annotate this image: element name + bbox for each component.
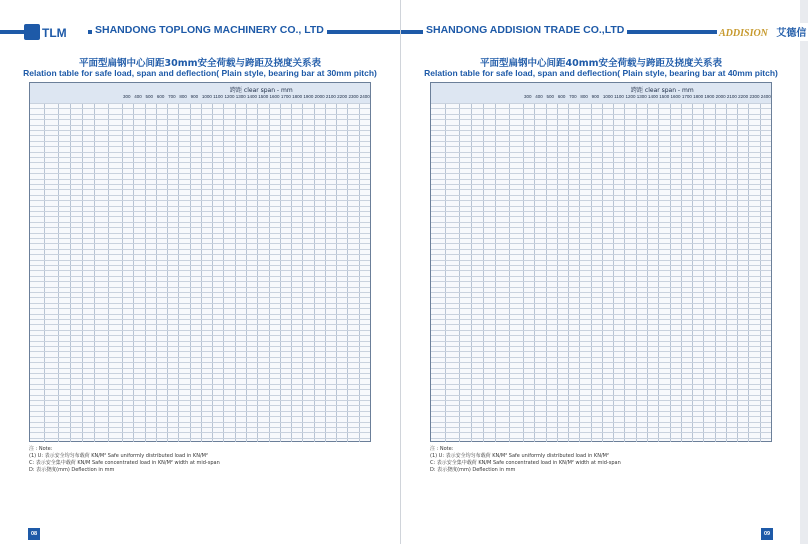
grid-line	[30, 287, 370, 288]
span-column-header: 800	[580, 94, 588, 99]
grid-line	[624, 103, 625, 442]
grid-line	[30, 216, 370, 217]
load-span-table	[29, 82, 371, 442]
grid-line	[431, 292, 771, 293]
grid-line	[431, 189, 771, 190]
grid-line	[431, 206, 771, 207]
grid-line	[302, 103, 303, 442]
span-column-header: 800	[179, 94, 187, 99]
span-column-header: 1700	[681, 94, 692, 99]
span-column-header: 700	[569, 94, 577, 99]
span-column-header: 900	[591, 94, 600, 99]
grid-line	[30, 319, 370, 320]
span-column-header: 1300	[235, 94, 246, 99]
span-column-header: 1000	[602, 94, 613, 99]
grid-line	[359, 103, 360, 442]
grid-line	[122, 103, 123, 442]
grid-line	[431, 211, 771, 212]
grid-line	[636, 103, 637, 442]
grid-line	[431, 141, 771, 142]
grid-line	[30, 373, 370, 374]
grid-line	[145, 103, 146, 442]
span-column-header: 500	[145, 94, 154, 99]
span-header: 跨距 clear span - mm	[230, 87, 293, 94]
grid-line	[30, 162, 370, 163]
grid-line	[133, 103, 134, 442]
grid-line	[108, 103, 109, 442]
span-column-header: 700	[168, 94, 176, 99]
grid-line	[431, 108, 771, 109]
span-column-header: 600	[156, 94, 165, 99]
grid-line	[431, 243, 771, 244]
grid-line	[431, 411, 771, 412]
grid-line	[30, 173, 370, 174]
grid-line	[579, 103, 580, 442]
span-column-header: 300	[524, 94, 532, 99]
grid-line	[431, 341, 771, 342]
grid-line	[509, 103, 510, 442]
grid-line	[30, 357, 370, 358]
span-column-header: 2400	[760, 94, 771, 99]
grid-line	[257, 103, 258, 442]
grid-line	[30, 384, 370, 385]
grid-line	[431, 146, 771, 147]
span-column-header: 1900	[704, 94, 715, 99]
grid-line	[431, 319, 771, 320]
grid-line	[291, 103, 292, 442]
company-name: SHANDONG TOPLONG MACHINERY CO., LTD	[92, 24, 327, 36]
grid-line	[431, 114, 771, 115]
grid-line	[431, 389, 771, 390]
brand-name-en: ADDISION	[719, 28, 768, 39]
grid-line	[431, 238, 771, 239]
grid-line	[431, 335, 771, 336]
grid-line	[568, 103, 569, 442]
grid-line	[431, 287, 771, 288]
grid-line	[30, 254, 370, 255]
grid-line	[431, 222, 771, 223]
grid-line	[30, 368, 370, 369]
span-column-header: 1500	[258, 94, 269, 99]
grid-line	[431, 422, 771, 423]
grid-line	[534, 103, 535, 442]
span-column-header: 1600	[670, 94, 681, 99]
grid-line	[431, 346, 771, 347]
span-column-header: 1300	[636, 94, 647, 99]
grid-line	[30, 238, 370, 239]
grid-line	[471, 103, 472, 442]
note-line: D: 表示挠度(mm) Deflection in mm	[430, 467, 516, 473]
grid-line	[58, 103, 59, 442]
grid-line	[30, 168, 370, 169]
note-line: (1) U: 表示安全均匀布载荷 KN/M² Safe uniformly distributed load in KN/M²	[29, 453, 208, 459]
grid-line	[613, 103, 614, 442]
notes	[29, 446, 374, 474]
notes	[430, 446, 775, 474]
grid-line	[30, 184, 370, 185]
grid-line	[30, 103, 370, 104]
grid-line	[30, 346, 370, 347]
note-label: 注 : Note:	[29, 446, 53, 452]
grid-line	[30, 130, 370, 131]
span-column-header: 1200	[224, 94, 235, 99]
grid-line	[30, 141, 370, 142]
left-header	[0, 22, 400, 42]
grid-line	[30, 330, 370, 331]
grid-line	[431, 152, 771, 153]
grid-line	[30, 351, 370, 352]
grid-line	[30, 389, 370, 390]
grid-line	[336, 103, 337, 442]
grid-line	[431, 260, 771, 261]
company-name: SHANDONG ADDISION TRADE CO.,LTD	[423, 24, 627, 36]
grid-line	[30, 249, 370, 250]
span-column-header: 400	[134, 94, 142, 99]
span-column-header: 2200	[337, 94, 348, 99]
grid-line	[431, 427, 771, 428]
grid-line	[325, 103, 326, 442]
grid-line	[30, 314, 370, 315]
grid-line	[647, 103, 648, 442]
grid-line	[431, 368, 771, 369]
span-column-header: 2100	[726, 94, 737, 99]
span-column-header: 1100	[614, 94, 624, 99]
grid-line	[681, 103, 682, 442]
grid-line	[82, 103, 83, 442]
grid-line	[156, 103, 157, 442]
grid-line	[523, 103, 524, 442]
grid-line	[483, 103, 484, 442]
grid-line	[223, 103, 224, 442]
grid-line	[314, 103, 315, 442]
span-column-header: 1500	[659, 94, 670, 99]
grid-line	[347, 103, 348, 442]
table-body	[431, 103, 771, 442]
note-label: 注 : Note:	[430, 446, 454, 452]
span-column-header: 2000	[715, 94, 726, 99]
grid-line	[748, 103, 749, 442]
span-column-header: 600	[557, 94, 566, 99]
span-column-header: 1800	[693, 94, 704, 99]
grid-line	[30, 303, 370, 304]
grid-line	[431, 330, 771, 331]
grid-line	[431, 281, 771, 282]
span-column-header: 2400	[359, 94, 370, 99]
grid-line	[715, 103, 716, 442]
grid-line	[431, 384, 771, 385]
grid-line	[431, 125, 771, 126]
right-header	[401, 22, 807, 42]
grid-line	[30, 308, 370, 309]
grid-line	[602, 103, 603, 442]
span-columns	[523, 94, 771, 102]
grid-line	[431, 157, 771, 158]
grid-line	[30, 135, 370, 136]
grid-line	[431, 438, 771, 439]
span-column-header: 1000	[201, 94, 212, 99]
note-line: C: 表示安全集中载荷 KN/M Safe concentrated load in KN/M² width at mid-span	[430, 460, 621, 466]
grid-line	[30, 146, 370, 147]
grid-line	[431, 270, 771, 271]
grid-line	[30, 227, 370, 228]
grid-line	[431, 324, 771, 325]
span-column-header: 1200	[625, 94, 636, 99]
grid-line	[246, 103, 247, 442]
grid-line	[431, 265, 771, 266]
grid-line	[70, 103, 71, 442]
span-column-header: 900	[190, 94, 199, 99]
grid-line	[30, 297, 370, 298]
grid-line	[495, 103, 496, 442]
grid-line	[431, 308, 771, 309]
grid-line	[30, 292, 370, 293]
grid-line	[431, 362, 771, 363]
grid-line	[30, 378, 370, 379]
grid-line	[431, 249, 771, 250]
span-column-header: 1100	[213, 94, 223, 99]
grid-line	[30, 276, 370, 277]
grid-line	[431, 432, 771, 433]
grid-line	[431, 173, 771, 174]
grid-line	[30, 438, 370, 439]
grid-line	[557, 103, 558, 442]
grid-line	[431, 216, 771, 217]
table-header	[30, 83, 370, 104]
grid-line	[760, 103, 761, 442]
span-column-header: 2300	[749, 94, 760, 99]
grid-line	[30, 427, 370, 428]
page-number: 09	[761, 528, 773, 540]
span-column-header: 1600	[269, 94, 280, 99]
grid-line	[30, 119, 370, 120]
span-column-header: 1700	[280, 94, 291, 99]
grid-line	[431, 416, 771, 417]
grid-line	[201, 103, 202, 442]
brand-logo	[717, 23, 808, 41]
grid-line	[30, 341, 370, 342]
span-column-header: 1400	[648, 94, 659, 99]
grid-line	[431, 357, 771, 358]
grid-line	[30, 281, 370, 282]
table-body	[30, 103, 370, 442]
span-column-header: 2300	[348, 94, 359, 99]
grid-line	[30, 243, 370, 244]
grid-line	[30, 416, 370, 417]
grid-line	[431, 119, 771, 120]
grid-line	[30, 222, 370, 223]
grid-line	[30, 432, 370, 433]
company-logo	[24, 22, 88, 42]
grid-line	[431, 130, 771, 131]
grid-line	[431, 195, 771, 196]
grid-line	[737, 103, 738, 442]
brand-name-cn: 艾德信	[776, 28, 807, 39]
span-column-header: 1900	[303, 94, 314, 99]
span-columns	[122, 94, 370, 102]
table-title-en: Relation table for safe load, span and deflection( Plain style, bearing bar at 30mm pitch)	[23, 68, 377, 78]
logo-mark-icon	[24, 24, 40, 40]
note-line: D: 表示挠度(mm) Deflection in mm	[29, 467, 115, 473]
grid-line	[212, 103, 213, 442]
grid-line	[546, 103, 547, 442]
grid-line	[30, 125, 370, 126]
grid-line	[30, 265, 370, 266]
grid-line	[30, 362, 370, 363]
grid-line	[431, 351, 771, 352]
load-span-table	[430, 82, 772, 442]
grid-line	[431, 276, 771, 277]
grid-line	[30, 422, 370, 423]
grid-line	[726, 103, 727, 442]
grid-line	[431, 303, 771, 304]
grid-line	[431, 168, 771, 169]
span-column-header: 1400	[247, 94, 258, 99]
grid-line	[459, 103, 460, 442]
grid-line	[235, 103, 236, 442]
grid-line	[30, 211, 370, 212]
grid-line	[431, 162, 771, 163]
table-title-cn: 平面型扁钢中心间距40mm安全荷载与跨距及挠度关系表	[479, 58, 723, 69]
grid-line	[190, 103, 191, 442]
grid-line	[591, 103, 592, 442]
table-title-en: Relation table for safe load, span and deflection( Plain style, bearing bar at 40mm pitch)	[424, 68, 778, 78]
logo-text: TLM	[42, 26, 67, 40]
grid-line	[703, 103, 704, 442]
grid-line	[431, 200, 771, 201]
grid-line	[30, 195, 370, 196]
grid-line	[30, 260, 370, 261]
grid-line	[269, 103, 270, 442]
span-column-header: 500	[546, 94, 555, 99]
grid-line	[30, 324, 370, 325]
grid-line	[431, 395, 771, 396]
grid-line	[30, 152, 370, 153]
grid-line	[431, 405, 771, 406]
grid-line	[30, 335, 370, 336]
grid-line	[431, 400, 771, 401]
grid-line	[431, 233, 771, 234]
grid-line	[30, 405, 370, 406]
grid-line	[431, 373, 771, 374]
grid-line	[30, 179, 370, 180]
grid-line	[30, 395, 370, 396]
table-title-cn: 平面型扁钢中心间距30mm安全荷载与跨距及挠度关系表	[78, 58, 322, 69]
grid-line	[431, 378, 771, 379]
grid-line	[280, 103, 281, 442]
grid-line	[431, 135, 771, 136]
grid-line	[431, 297, 771, 298]
grid-line	[178, 103, 179, 442]
grid-line	[431, 103, 771, 104]
left-page	[0, 0, 400, 544]
span-column-header: 1800	[292, 94, 303, 99]
grid-line	[30, 206, 370, 207]
grid-line	[431, 184, 771, 185]
span-column-header: 2000	[314, 94, 325, 99]
grid-line	[30, 114, 370, 115]
note-line: (1) U: 表示安全均匀布载荷 KN/M² Safe uniformly distributed load in KN/M²	[430, 453, 609, 459]
grid-line	[30, 233, 370, 234]
grid-line	[670, 103, 671, 442]
span-column-header: 300	[123, 94, 131, 99]
grid-line	[44, 103, 45, 442]
grid-line	[431, 227, 771, 228]
grid-line	[658, 103, 659, 442]
grid-line	[692, 103, 693, 442]
grid-line	[431, 254, 771, 255]
span-column-header: 400	[535, 94, 543, 99]
grid-line	[30, 270, 370, 271]
table-header	[431, 83, 771, 104]
grid-line	[167, 103, 168, 442]
span-column-header: 2100	[325, 94, 336, 99]
grid-line	[431, 314, 771, 315]
grid-line	[445, 103, 446, 442]
grid-line	[30, 108, 370, 109]
grid-line	[30, 200, 370, 201]
grid-line	[30, 411, 370, 412]
grid-line	[94, 103, 95, 442]
span-column-header: 2200	[738, 94, 749, 99]
note-line: C: 表示安全集中载荷 KN/M Safe concentrated load in KN/M² width at mid-span	[29, 460, 220, 466]
page-number: 08	[28, 528, 40, 540]
span-header: 跨距 clear span - mm	[631, 87, 694, 94]
grid-line	[431, 179, 771, 180]
grid-line	[30, 157, 370, 158]
grid-line	[30, 400, 370, 401]
grid-line	[30, 189, 370, 190]
right-page	[400, 0, 807, 544]
